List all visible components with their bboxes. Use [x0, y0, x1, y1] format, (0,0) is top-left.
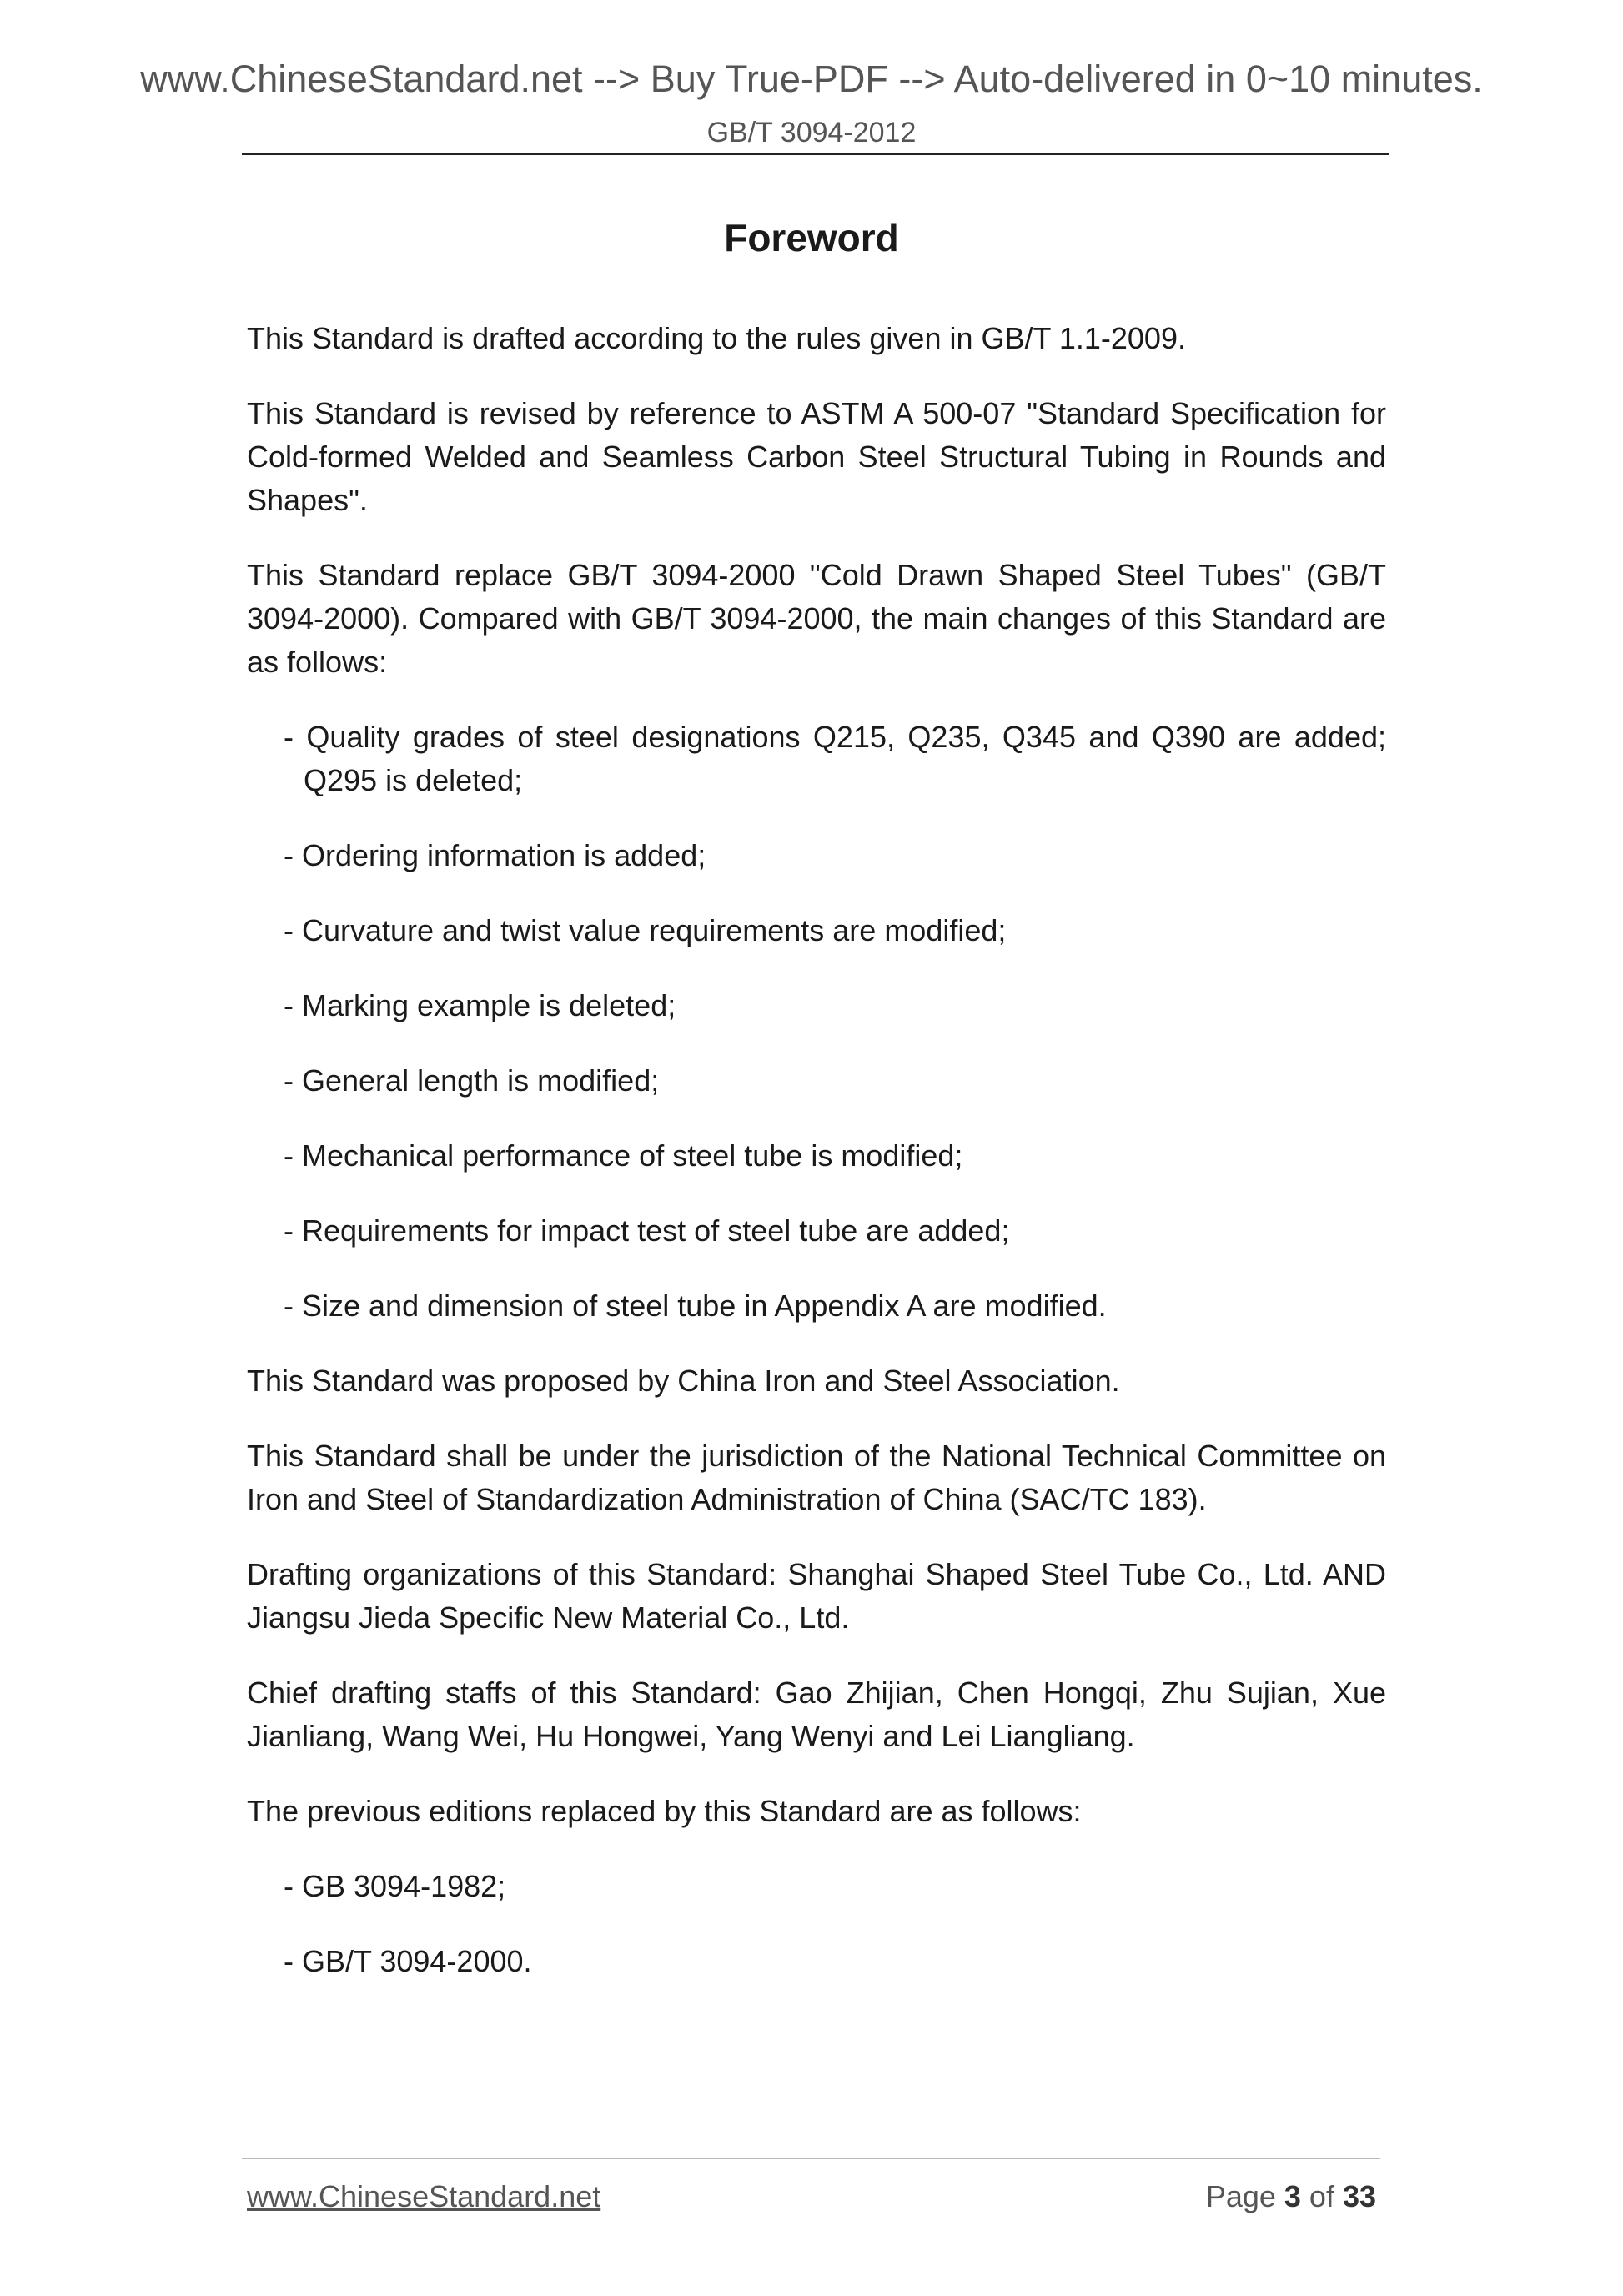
list-item: - Marking example is deleted; — [284, 988, 676, 1022]
paragraph-replacement: This Standard replace GB/T 3094-2000 "Cold Drawn Shaped Steel Tubes" (GB/T 3094-2000). Compared with GB/T 3094-2000, the main changes of this Standard are as follows: — [247, 558, 1386, 679]
header-divider — [242, 153, 1389, 155]
paragraph-drafting-organizations: Drafting organizations of this Standard: Shanghai Shaped Steel Tube Co., Ltd. AND Jiangsu Jieda Specific New Material Co., Ltd. — [247, 1557, 1386, 1635]
page-number-prefix: Page — [1205, 2179, 1284, 2213]
page-number-of: of — [1300, 2179, 1343, 2213]
list-item: - GB/T 3094-2000. — [284, 1944, 532, 1978]
list-item: - Ordering information is added; — [284, 838, 706, 872]
footer-website-link[interactable]: www.ChineseStandard.net — [247, 2179, 601, 2213]
page-number-total: 33 — [1342, 2179, 1376, 2213]
list-item: - Quality grades of steel designations Q215, Q235, Q345 and Q390 are added; Q295 is deleted; — [284, 720, 1386, 797]
list-item: - Curvature and twist value requirements are modified; — [284, 913, 1007, 947]
page-title: Foreword — [724, 216, 899, 259]
paragraph-drafting-rules: This Standard is drafted according to the rules given in GB/T 1.1-2009. — [247, 321, 1186, 355]
list-item: - Size and dimension of steel tube in Appendix A are modified. — [284, 1289, 1107, 1323]
list-item: - General length is modified; — [284, 1063, 660, 1098]
document-body — [247, 317, 1386, 2015]
header-doc-id: GB/T 3094-2012 — [706, 117, 917, 148]
paragraph-previous-editions: The previous editions replaced by this Standard are as follows: — [247, 1794, 1082, 1828]
page-number — [1205, 2179, 1376, 2213]
header-banner: www.ChineseStandard.net --> Buy True-PDF --> Auto-delivered in 0~10 minutes. — [140, 58, 1483, 100]
paragraph-jurisdiction: This Standard shall be under the jurisdiction of the National Technical Committee on Iron and Steel of Standardization Administration of China (SAC/TC 183). — [247, 1439, 1386, 1516]
changes-list — [247, 716, 1386, 1328]
footer-divider — [242, 2158, 1380, 2159]
paragraph-drafting-staff: Chief drafting staffs of this Standard: Gao Zhijian, Chen Hongqi, Zhu Sujian, Xue Jianliang, Wang Wei, Hu Hongwei, Yang Wenyi and Lei Liangliang. — [247, 1676, 1386, 1753]
paragraph-proposed-by: This Standard was proposed by China Iron and Steel Association. — [247, 1364, 1120, 1398]
page-number-current: 3 — [1284, 2179, 1301, 2213]
list-item: - Requirements for impact test of steel tube are added; — [284, 1213, 1010, 1248]
list-item: - Mechanical performance of steel tube is modified; — [284, 1138, 963, 1173]
paragraph-reference: This Standard is revised by reference to ASTM A 500-07 "Standard Specification for Cold-formed Welded and Seamless Carbon Steel Structural Tubing in Rounds and Shapes". — [247, 396, 1386, 517]
previous-editions-list — [247, 1865, 1386, 1983]
list-item: - GB 3094-1982; — [284, 1869, 506, 1903]
